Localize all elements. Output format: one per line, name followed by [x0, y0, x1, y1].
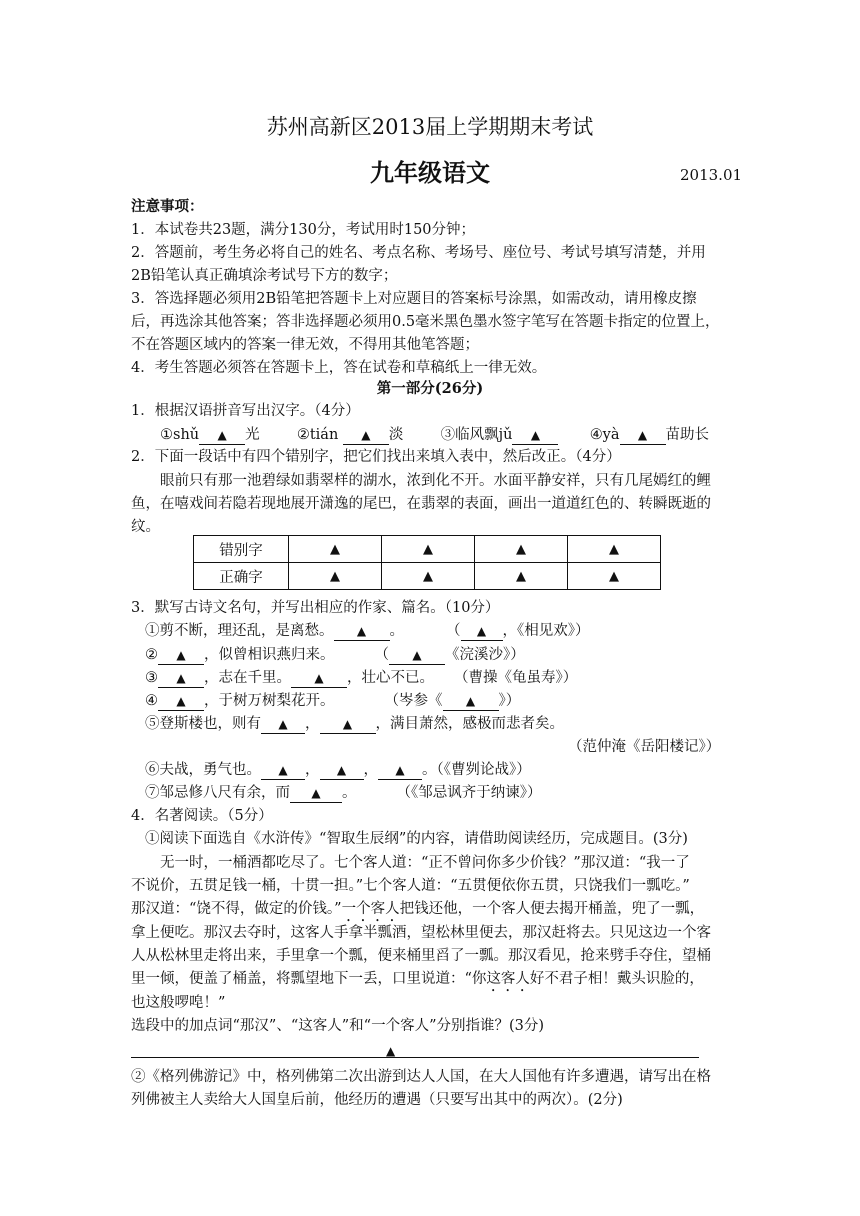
- notice-line: 2．答题前，考生务必将自己的姓名、考点名称、考场号、座位号、考试号填写清楚，并用: [131, 245, 706, 261]
- part1-heading: 第一部分(26分): [376, 380, 484, 397]
- q3-line-6: ⑥夫战，勇气也。 ▲ ， ▲ ， ▲ 。（《曹刿论战》）: [145, 762, 531, 778]
- q3-line-5-source: （范仲淹《岳阳楼记》）: [568, 739, 721, 755]
- answer-blank[interactable]: ▲: [320, 715, 376, 734]
- q4-passage-line: 人从松林里走将出来，手里拿一个瓢，便来桶里舀了一瓢。那汉看见，抢来劈手夺住，望桶: [131, 948, 711, 964]
- notice-line: 3．答选择题必须用2B铅笔把答题卡上对应题目的答案标号涂黑，如需改动，请用橡皮擦: [131, 291, 697, 307]
- q3-line-4: ④ ▲ ，于树万树梨花开。 （岑参《 ▲ 》）: [145, 693, 521, 709]
- q4-passage-line: 那汉道：“饶不得，做定的价钱。”一个客人把钱还他，一个客人便去揭开桶盖，兜了一瓢，: [131, 901, 705, 917]
- table-row: [194, 536, 661, 563]
- answer-blank[interactable]: ▲: [334, 622, 390, 641]
- exam-subject: 九年级语文: [370, 158, 490, 187]
- q4-passage-line: 拿上便吃。那汉去夺时，这客人手拿半瓢酒，望松林里便去，那汉赶将去。只见这边一个客: [131, 925, 711, 941]
- table-header: 错别字: [194, 536, 289, 563]
- q2-stem: 2．下面一段话中有四个错别字，把它们找出来填入表中，然后改正。（4分）: [131, 449, 621, 465]
- notice-line: 4．考生答题必须答在答题卡上，答在试卷和草稿纸上一律无效。: [131, 360, 547, 376]
- notice-line: 不在答题区域内的答案一律无效，不得用其他笔答题；: [131, 337, 479, 353]
- table-header: 正确字: [194, 563, 289, 590]
- q3-line-5: ⑤登斯楼也，则有 ▲ ， ▲ ，满目萧然，感极而悲者矣。: [145, 716, 564, 732]
- q3-line-3: ③ ▲ ，志在千里。 ▲ ，壮心不已。 （曹操《龟虽寿》）: [145, 670, 578, 686]
- exam-date: 2013.01: [680, 166, 743, 184]
- q2-passage-line: 纹。: [131, 519, 160, 535]
- answer-blank[interactable]: ▲: [158, 669, 204, 688]
- q4-passage-line: 里一倾，便盖了桶盖，将瓢望地下一丢，口里说道：“你这客人好不君子相！戴头识脸的，: [131, 971, 704, 987]
- answer-cell[interactable]: ▲: [382, 536, 475, 563]
- answer-cell[interactable]: ▲: [475, 563, 568, 590]
- answer-line[interactable]: [131, 1057, 699, 1058]
- exam-title: 苏州高新区2013届上学期期末考试: [266, 115, 594, 139]
- q1-stem: 1．根据汉语拼音写出汉字。（4分）: [131, 403, 360, 419]
- q4-sub1-question: 选段中的加点词“那汉”、“这客人”和“一个客人”分别指谁？(3分): [131, 1018, 545, 1034]
- answer-cell[interactable]: ▲: [475, 536, 568, 563]
- notice-line: 后，再选涂其他答案；答非选择题必须用0.5毫米黑色墨水签字笔写在答题卡指定的位置上，: [131, 314, 720, 330]
- answer-cell[interactable]: ▲: [568, 536, 661, 563]
- answer-marker: ▲: [386, 1044, 396, 1058]
- table-row: [194, 563, 661, 590]
- q3-line-7: ⑦邹忌修八尺有余，而 ▲ 。 （《邹忌讽齐于纳谏》）: [145, 785, 542, 801]
- answer-blank[interactable]: ▲: [343, 426, 389, 445]
- answer-cell[interactable]: ▲: [382, 563, 475, 590]
- answer-blank[interactable]: ▲: [512, 426, 558, 445]
- q3-line-2: ② ▲ ，似曾相识燕归来。 （ ▲ 《浣溪沙》）: [145, 647, 525, 663]
- q2-answer-table: [193, 535, 661, 590]
- answer-blank[interactable]: ▲: [389, 646, 445, 665]
- answer-blank[interactable]: ▲: [291, 669, 347, 688]
- q2-passage-line: 鱼，在嘻戏间若隐若现地展开潇逸的尾巴，在翡翠的表面，画出一道道红色的、转瞬既逝的: [131, 496, 711, 512]
- q4-sub2-line: ②《格列佛游记》中，格列佛第二次出游到达人人国，在大人国他有许多遭遇，请写出在格: [131, 1069, 711, 1085]
- q4-passage-line: 也这般啰唣！”: [131, 995, 226, 1011]
- answer-blank[interactable]: ▲: [620, 426, 666, 445]
- answer-blank[interactable]: ▲: [158, 692, 204, 711]
- q3-line-1: ①剪不断，理还乱，是离愁。 ▲ 。 （ ▲ ，《相见欢》）: [145, 623, 590, 639]
- q4-sub2-line: 列佛被主人卖给大人国皇后前，他经历的遭遇（只要写出其中的两次）。(2分): [131, 1092, 623, 1108]
- q1-items: ①shǔ ▲ 光 ②tián ▲ 淡 ③临风飘jǔ ▲ ④yà ▲ 苗助长: [160, 427, 710, 443]
- q4-stem: 4．名著阅读。（5分）: [131, 808, 273, 824]
- q2-passage-line: 眼前只有那一池碧绿如翡翠样的湖水，浓到化不开。水面平静安祥，只有几尾嫣红的鲤: [160, 473, 711, 489]
- answer-blank[interactable]: ▲: [461, 622, 503, 641]
- answer-cell[interactable]: ▲: [289, 563, 382, 590]
- dotted-term: 这客人: [486, 971, 530, 987]
- answer-blank[interactable]: ▲: [158, 646, 204, 665]
- answer-blank[interactable]: ▲: [378, 761, 422, 780]
- notice-line: 2B铅笔认真正确填涂考试号下方的数字；: [131, 268, 398, 284]
- answer-cell[interactable]: ▲: [568, 563, 661, 590]
- answer-blank[interactable]: ▲: [290, 784, 342, 803]
- q4-sub1-stem: ①阅读下面选自《水浒传》“智取生辰纲”的内容，请借助阅读经历，完成题目。(3分): [145, 831, 688, 847]
- answer-blank[interactable]: ▲: [320, 761, 364, 780]
- answer-blank[interactable]: ▲: [261, 761, 305, 780]
- dotted-term: 一个客人: [341, 901, 400, 917]
- notice-line: 1．本试卷共23题，满分130分，考试用时150分钟；: [131, 222, 476, 238]
- q4-passage-line: 不说价，五贯足钱一桶，十贯一担。”七个客人道：“五贯便依你五贯，只饶我们一瓢吃。”: [131, 878, 690, 894]
- notice-heading: 注意事项：: [131, 198, 204, 215]
- q4-passage-line: 无一时，一桶酒都吃尽了。七个客人道：“正不曾问你多少价钱？”那汉道：“我一了: [160, 855, 690, 871]
- answer-blank[interactable]: ▲: [199, 426, 245, 445]
- q3-stem: 3．默写古诗文名句，并写出相应的作家、篇名。（10分）: [131, 600, 500, 616]
- answer-cell[interactable]: ▲: [289, 536, 382, 563]
- answer-blank[interactable]: ▲: [443, 692, 499, 711]
- answer-blank[interactable]: ▲: [261, 715, 305, 734]
